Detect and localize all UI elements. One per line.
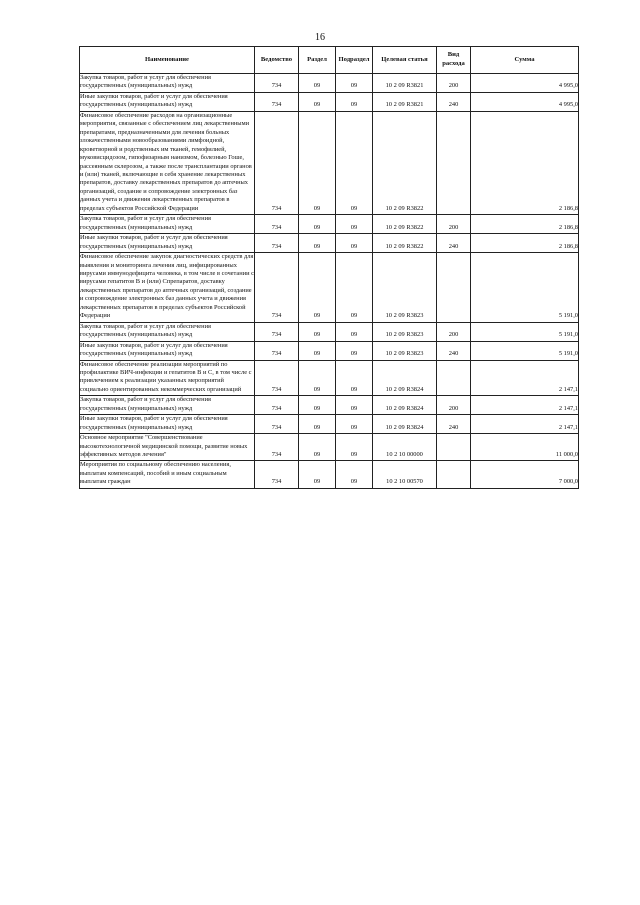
row-name: Иные закупки товаров, работ и услуг для обеспечения государственных (муниципальных) нужд — [80, 341, 255, 360]
row-department: 734 — [255, 322, 299, 341]
header-subsection: Подраздел — [336, 47, 373, 74]
table-row — [80, 234, 579, 253]
row-target-article: 10 2 09 R3822 — [373, 215, 437, 234]
row-expense-type — [437, 111, 471, 214]
row-subsection: 09 — [336, 461, 373, 488]
row-expense-type — [437, 434, 471, 461]
row-target-article: 10 2 09 R3821 — [373, 92, 437, 111]
row-amount: 5 191,0 — [471, 322, 579, 341]
header-name: Наименование — [80, 47, 255, 74]
row-target-article: 10 2 10 00570 — [373, 461, 437, 488]
row-section: 09 — [299, 360, 336, 396]
row-name: Закупка товаров, работ и услуг для обеспечения государственных (муниципальных) нужд — [80, 322, 255, 341]
row-name: Мероприятия по социальному обеспечению населения, выплатам компенсаций, пособий и иным социальным выплатам граждан — [80, 461, 255, 488]
row-section: 09 — [299, 234, 336, 253]
row-expense-type — [437, 360, 471, 396]
table-row — [80, 92, 579, 111]
table-row — [80, 322, 579, 341]
row-department: 734 — [255, 111, 299, 214]
row-amount: 5 191,0 — [471, 253, 579, 323]
row-amount: 2 147,1 — [471, 415, 579, 434]
row-target-article: 10 2 09 R3822 — [373, 234, 437, 253]
row-section: 09 — [299, 74, 336, 93]
table-row — [80, 396, 579, 415]
table-row — [80, 360, 579, 396]
table-row — [80, 461, 579, 488]
row-amount: 2 186,8 — [471, 215, 579, 234]
row-subsection: 09 — [336, 215, 373, 234]
row-expense-type: 240 — [437, 234, 471, 253]
row-name: Закупка товаров, работ и услуг для обеспечения государственных (муниципальных) нужд — [80, 396, 255, 415]
row-amount: 2 147,1 — [471, 396, 579, 415]
row-section: 09 — [299, 322, 336, 341]
table-header-row — [80, 47, 579, 74]
header-expense-type: Вид расхода — [437, 47, 471, 74]
row-amount: 4 995,0 — [471, 74, 579, 93]
row-department: 734 — [255, 360, 299, 396]
row-name: Финансовое обеспечение закупок диагностических средств для выявления и мониторинга лечения лиц, инфицированных вирусами иммунодефицита человека, в том числе в сочетании с вирусами гепатитов В и (или) Спрепаратов, доставку лекарственных препаратов до аптечных организаций, создание и сопровождение электронных баз данных учета и движения лекарственных препаратов в пределах субъектов Российской Федерации — [80, 253, 255, 323]
row-subsection: 09 — [336, 396, 373, 415]
row-subsection: 09 — [336, 341, 373, 360]
row-name: Иные закупки товаров, работ и услуг для обеспечения государственных (муниципальных) нужд — [80, 234, 255, 253]
row-department: 734 — [255, 92, 299, 111]
row-amount: 2 147,1 — [471, 360, 579, 396]
row-department: 734 — [255, 341, 299, 360]
row-department: 734 — [255, 461, 299, 488]
row-department: 734 — [255, 396, 299, 415]
row-department: 734 — [255, 253, 299, 323]
row-expense-type: 200 — [437, 396, 471, 415]
row-name: Иные закупки товаров, работ и услуг для обеспечения государственных (муниципальных) нужд — [80, 415, 255, 434]
row-target-article: 10 2 09 R3824 — [373, 415, 437, 434]
row-target-article: 10 2 09 R3823 — [373, 341, 437, 360]
row-expense-type: 240 — [437, 341, 471, 360]
row-name: Иные закупки товаров, работ и услуг для обеспечения государственных (муниципальных) нужд — [80, 92, 255, 111]
row-subsection: 09 — [336, 253, 373, 323]
row-amount: 2 186,8 — [471, 111, 579, 214]
row-section: 09 — [299, 92, 336, 111]
row-expense-type: 240 — [437, 415, 471, 434]
row-expense-type: 200 — [437, 322, 471, 341]
row-amount: 2 186,8 — [471, 234, 579, 253]
table-row — [80, 434, 579, 461]
row-section: 09 — [299, 461, 336, 488]
row-name: Финансовое обеспечение реализации мероприятий по профилактике ВИЧ-инфекции и гепатитов В и С, в том числе с привлечением к реализации указанных мероприятий социально ориентированных некоммерческих организаций — [80, 360, 255, 396]
row-target-article: 10 2 09 R3821 — [373, 74, 437, 93]
table-row — [80, 341, 579, 360]
header-department: Ведомство — [255, 47, 299, 74]
row-subsection: 09 — [336, 92, 373, 111]
row-department: 734 — [255, 434, 299, 461]
row-department: 734 — [255, 215, 299, 234]
table-row — [80, 253, 579, 323]
table-row — [80, 215, 579, 234]
row-expense-type: 200 — [437, 215, 471, 234]
header-target-article: Целевая статья — [373, 47, 437, 74]
row-section: 09 — [299, 215, 336, 234]
row-subsection: 09 — [336, 234, 373, 253]
row-subsection: 09 — [336, 111, 373, 214]
row-section: 09 — [299, 253, 336, 323]
budget-table — [79, 46, 579, 489]
row-amount: 4 995,0 — [471, 92, 579, 111]
row-subsection: 09 — [336, 322, 373, 341]
row-section: 09 — [299, 434, 336, 461]
row-amount: 7 000,0 — [471, 461, 579, 488]
row-amount: 11 000,0 — [471, 434, 579, 461]
row-expense-type — [437, 461, 471, 488]
row-subsection: 09 — [336, 415, 373, 434]
table-row — [80, 111, 579, 214]
table-row — [80, 415, 579, 434]
row-subsection: 09 — [336, 360, 373, 396]
row-department: 734 — [255, 234, 299, 253]
row-department: 734 — [255, 415, 299, 434]
row-amount: 5 191,0 — [471, 341, 579, 360]
row-name: Закупка товаров, работ и услуг для обеспечения государственных (муниципальных) нужд — [80, 215, 255, 234]
row-target-article: 10 2 10 00000 — [373, 434, 437, 461]
row-section: 09 — [299, 415, 336, 434]
row-name: Основное мероприятие "Совершенствование высокотехнологичной медицинской помощи, развитие новых эффективных методов лечения" — [80, 434, 255, 461]
row-expense-type: 240 — [437, 92, 471, 111]
row-target-article: 10 2 09 R3824 — [373, 360, 437, 396]
row-target-article: 10 2 09 R3823 — [373, 322, 437, 341]
row-name: Закупка товаров, работ и услуг для обеспечения государственных (муниципальных) нужд — [80, 74, 255, 93]
table-row — [80, 74, 579, 93]
row-subsection: 09 — [336, 434, 373, 461]
header-section: Раздел — [299, 47, 336, 74]
row-expense-type — [437, 253, 471, 323]
page-number: 16 — [315, 32, 325, 43]
row-expense-type: 200 — [437, 74, 471, 93]
row-target-article: 10 2 09 R3824 — [373, 396, 437, 415]
row-target-article: 10 2 09 R3823 — [373, 253, 437, 323]
row-target-article: 10 2 09 R3822 — [373, 111, 437, 214]
row-section: 09 — [299, 396, 336, 415]
row-department: 734 — [255, 74, 299, 93]
row-section: 09 — [299, 111, 336, 214]
row-name: Финансовое обеспечение расходов на организационные мероприятия, связанные с обеспечением лиц лекарственными препаратами, предназначенными для лечения больных злокачественными новообразованиями лимфоидной, кроветворной и родственных им тканей, гемофилией, муковисцидозом, гипофизарным нанизмом, болезнью Гоше, рассеянным склерозом, а также после трансплантации органов и (или) тканей, включающие в себя хранение лекарственных препаратов, доставку лекарственных препаратов до аптечных организаций, создание и сопровождение электронных баз данных учета и движения лекарственных препаратов в пределах субъектов Российской Федерации — [80, 111, 255, 214]
header-amount: Сумма — [471, 47, 579, 74]
row-subsection: 09 — [336, 74, 373, 93]
row-section: 09 — [299, 341, 336, 360]
